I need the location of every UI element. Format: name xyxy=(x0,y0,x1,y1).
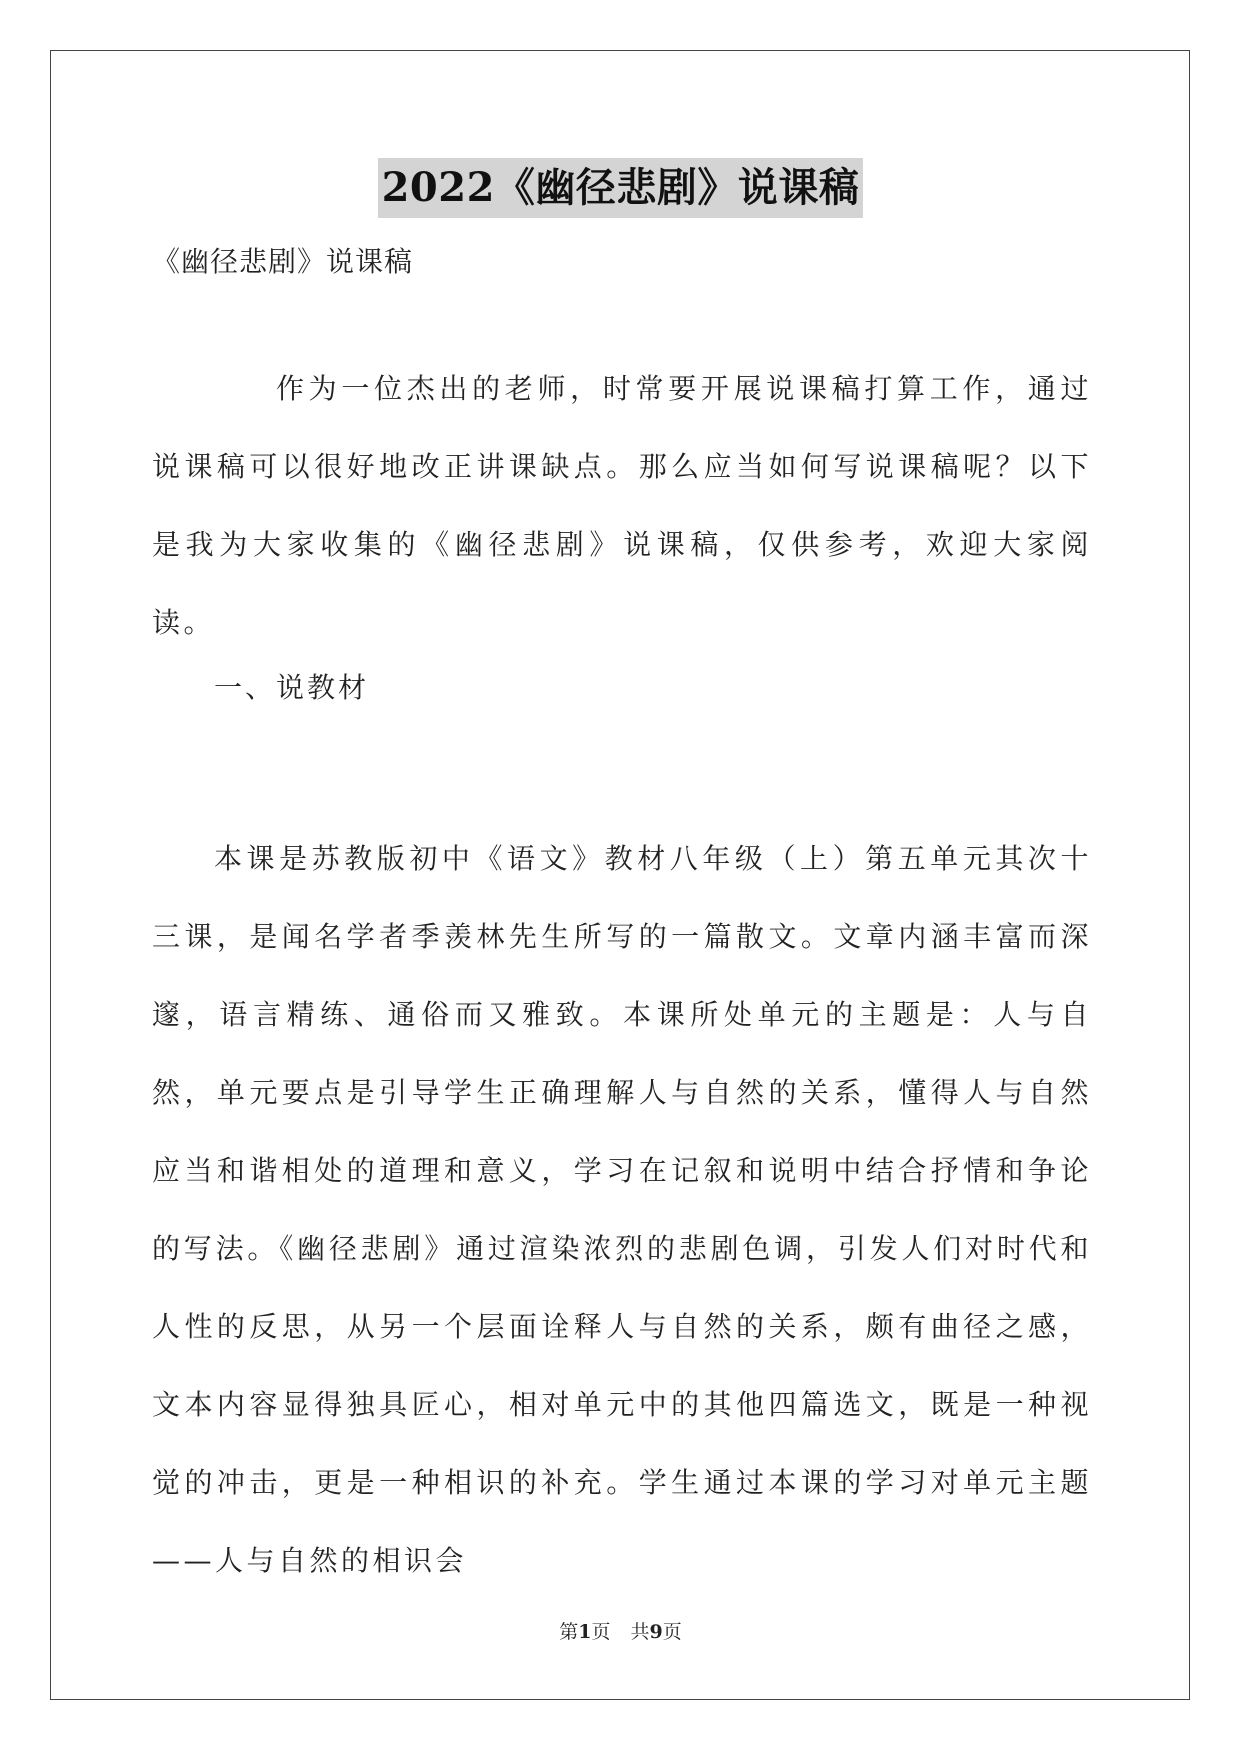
document-title: 2022《幽径悲剧》说课稿 xyxy=(378,158,864,218)
total-prefix: 共 xyxy=(630,1621,650,1643)
section-heading: 一、说教材 xyxy=(214,671,370,704)
document-subtitle: 《幽径悲剧》说课稿 xyxy=(152,245,414,278)
intro-paragraph: 作为一位杰出的老师，时常要开展说课稿打算工作，通过说课稿可以很好地改正讲课缺点。那么应当如何写说课稿呢？以下是我为大家收集的《幽径悲剧》说课稿，仅供参考，欢迎大家阅读。 xyxy=(152,372,1092,639)
total-suffix: 页 xyxy=(662,1621,682,1643)
title-container xyxy=(0,158,1241,218)
total-pages-number: 9 xyxy=(649,1621,663,1643)
page-prefix: 第 xyxy=(559,1621,579,1643)
page-suffix: 页 xyxy=(591,1621,611,1643)
main-paragraph: 本课是苏教版初中《语文》教材八年级（上）第五单元其次十三课，是闻名学者季羡林先生所写的一篇散文。文章内涵丰富而深邃，语言精练、通俗而又雅致。本课所处单元的主题是：人与自然，单元要点是引导学生正确理解人与自然的关系，懂得人与自然应当和谐相处的道理和意义，学习在记叙和说明中结合抒情和争论的写法。《幽径悲剧》通过渲染浓烈的悲剧色调，引发人们对时代和人性的反思，从另一个层面诠释人与自然的关系，颇有曲径之感，文本内容显得独具匠心，相对单元中的其他四篇选文，既是一种视觉的冲击，更是一种相识的补充。学生通过本课的学习对单元主题——人与自然的相识会 xyxy=(152,842,1092,1577)
current-page-number: 1 xyxy=(578,1621,592,1643)
page-footer xyxy=(0,1617,1241,1644)
